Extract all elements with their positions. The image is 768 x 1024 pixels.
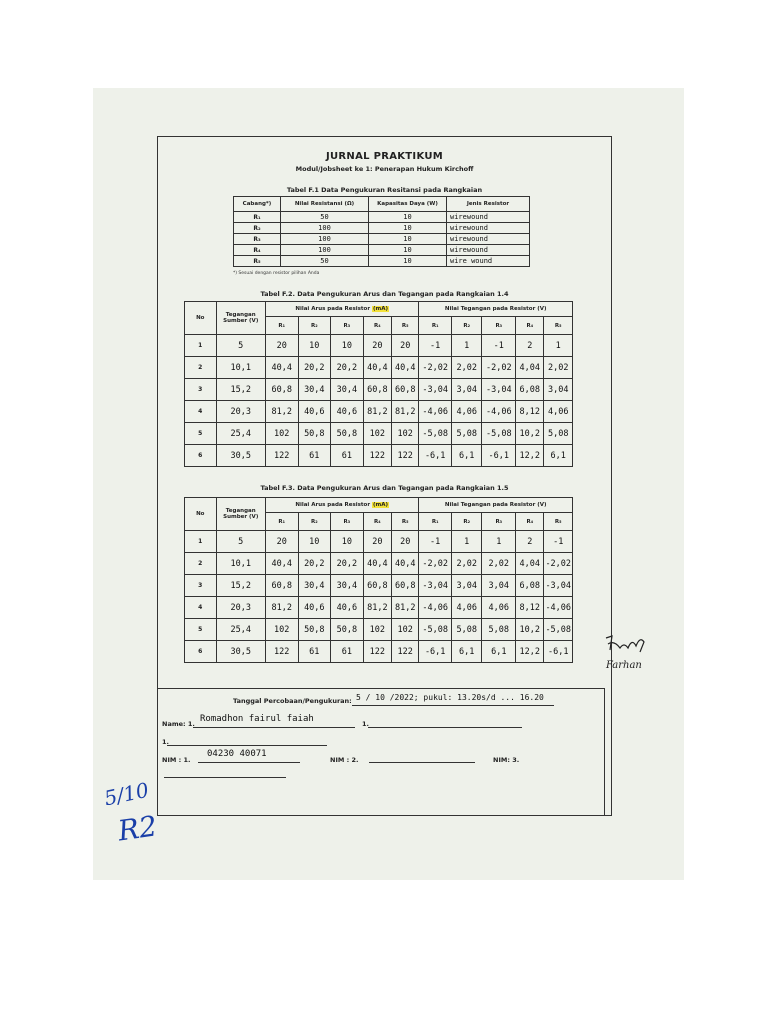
current-cell: 10 — [298, 531, 331, 553]
table-row — [234, 245, 530, 256]
table-row — [185, 423, 573, 445]
current-cell: 122 — [363, 445, 391, 467]
voltage-resistor-header: R₅ — [544, 513, 573, 531]
row-number: 2 — [185, 553, 217, 575]
resistance-cell: 100 — [281, 245, 369, 256]
voltage-resistor-header: R₄ — [516, 317, 544, 335]
name-line-2 — [368, 727, 522, 728]
voltage-cell: -2,02 — [419, 357, 452, 379]
header-voltage-group: Nilai Tegangan pada Resistor (V) — [419, 498, 573, 513]
voltage-cell: 1 — [544, 335, 573, 357]
voltage-cell: 2,02 — [451, 553, 481, 575]
table-row — [185, 575, 573, 597]
voltage-cell: 6,08 — [516, 379, 544, 401]
current-cell: 81,2 — [363, 401, 391, 423]
row-number: 5 — [185, 423, 217, 445]
voltage-cell: -2,02 — [544, 553, 573, 575]
voltage-resistor-header: R₂ — [451, 513, 481, 531]
current-cell: 20 — [363, 531, 391, 553]
voltage-cell: 1 — [482, 531, 516, 553]
source-voltage-cell: 25,4 — [216, 423, 265, 445]
voltage-cell: 6,1 — [482, 641, 516, 663]
current-cell: 20 — [363, 335, 391, 357]
current-cell: 81,2 — [392, 401, 419, 423]
current-resistor-header: R₁ — [265, 513, 298, 531]
voltage-cell: -1 — [544, 531, 573, 553]
table-row — [185, 445, 573, 467]
voltage-cell: 2 — [516, 335, 544, 357]
voltage-cell: 4,06 — [544, 401, 573, 423]
table-row — [185, 619, 573, 641]
current-cell: 20 — [265, 531, 298, 553]
name-label-3: 1. — [162, 738, 169, 746]
header-type: Jenis Resistor — [447, 197, 530, 212]
voltage-cell: 5,08 — [451, 423, 481, 445]
voltage-cell: -5,08 — [419, 619, 452, 641]
header-no: No — [185, 498, 217, 531]
current-cell: 40,6 — [331, 597, 364, 619]
voltage-cell: -2,02 — [482, 357, 516, 379]
current-resistor-header: R₁ — [265, 317, 298, 335]
current-cell: 50,8 — [331, 619, 364, 641]
header-cabang: Cabang*) — [234, 197, 281, 212]
current-cell: 40,4 — [392, 357, 419, 379]
voltage-resistor-header: R₃ — [482, 317, 516, 335]
voltage-cell: 5,08 — [482, 619, 516, 641]
table-row — [185, 335, 573, 357]
voltage-cell: -3,04 — [419, 379, 452, 401]
power-cell: 10 — [369, 223, 447, 234]
table1-note: *) Sesuai dengan resistor pilihan Anda — [233, 271, 320, 276]
cabang-cell: R₅ — [234, 256, 281, 267]
name-label-1: Name: 1. — [162, 720, 195, 728]
voltage-cell: 12,2 — [516, 641, 544, 663]
voltage-cell: -6,1 — [419, 445, 452, 467]
current-resistor-header: R₃ — [331, 513, 364, 531]
voltage-resistor-header: R₂ — [451, 317, 481, 335]
current-cell: 122 — [392, 641, 419, 663]
voltage-cell: -6,1 — [419, 641, 452, 663]
voltage-cell: -4,06 — [482, 401, 516, 423]
nim-label-1: NIM : 1. — [162, 756, 191, 764]
current-cell: 61 — [298, 641, 331, 663]
blue-initials-note: R2 — [115, 809, 160, 848]
voltage-cell: -4,06 — [419, 597, 452, 619]
voltage-cell: -2,02 — [419, 553, 452, 575]
current-group-label: Nilai Arus pada Resistor — [295, 306, 372, 312]
table1-caption: Tabel F.1 Data Pengukuran Resitansi pada Rangkaian — [286, 186, 483, 194]
voltage-cell: -4,06 — [419, 401, 452, 423]
voltage-cell: 8,12 — [516, 597, 544, 619]
current-cell: 40,6 — [298, 597, 331, 619]
row-number: 4 — [185, 597, 217, 619]
voltage-cell: 2,02 — [544, 357, 573, 379]
header-source-voltage: Tegangan Sumber (V) — [216, 498, 265, 531]
current-resistor-header: R₂ — [298, 317, 331, 335]
voltage-cell: -5,08 — [544, 619, 573, 641]
type-cell: wire wound — [447, 256, 530, 267]
type-cell: wirewound — [447, 212, 530, 223]
header-source-voltage: Tegangan Sumber (V) — [216, 302, 265, 335]
name-line-1 — [193, 727, 355, 728]
current-cell: 60,8 — [265, 379, 298, 401]
table-row — [185, 379, 573, 401]
resistance-cell: 50 — [281, 256, 369, 267]
table-row — [185, 553, 573, 575]
source-voltage-cell: 30,5 — [216, 641, 265, 663]
current-cell: 102 — [363, 619, 391, 641]
voltage-cell: -3,04 — [544, 575, 573, 597]
table-row — [185, 641, 573, 663]
row-number: 1 — [185, 335, 217, 357]
current-cell: 10 — [298, 335, 331, 357]
date-line — [352, 705, 554, 706]
voltage-cell: -3,04 — [482, 379, 516, 401]
resistance-cell: 100 — [281, 223, 369, 234]
header-resistance: Nilai Resistansi (Ω) — [281, 197, 369, 212]
voltage-resistor-header: R₃ — [482, 513, 516, 531]
current-cell: 102 — [265, 423, 298, 445]
source-voltage-cell: 20,3 — [216, 401, 265, 423]
cabang-cell: R₄ — [234, 245, 281, 256]
row-number: 3 — [185, 575, 217, 597]
voltage-resistor-header: R₁ — [419, 317, 452, 335]
header-no: No — [185, 302, 217, 335]
journal-title: JURNAL PRAKTIKUM — [325, 151, 443, 162]
current-cell: 122 — [392, 445, 419, 467]
current-cell: 102 — [363, 423, 391, 445]
current-cell: 60,8 — [392, 379, 419, 401]
source-voltage-cell: 30,5 — [216, 445, 265, 467]
voltage-cell: 4,06 — [451, 597, 481, 619]
cabang-cell: R₁ — [234, 212, 281, 223]
voltage-cell: 10,2 — [516, 619, 544, 641]
voltage-cell: -5,08 — [482, 423, 516, 445]
measurement-table-1-4 — [184, 301, 573, 467]
current-cell: 30,4 — [331, 379, 364, 401]
current-unit-highlight: (mA) — [372, 502, 388, 508]
voltage-cell: 1 — [451, 335, 481, 357]
current-cell: 81,2 — [265, 597, 298, 619]
voltage-cell: 8,12 — [516, 401, 544, 423]
power-cell: 10 — [369, 234, 447, 245]
row-number: 3 — [185, 379, 217, 401]
voltage-cell: 6,1 — [544, 445, 573, 467]
source-voltage-cell: 25,4 — [216, 619, 265, 641]
current-cell: 81,2 — [392, 597, 419, 619]
table-row — [234, 256, 530, 267]
current-cell: 50,8 — [298, 423, 331, 445]
voltage-cell: 5,08 — [544, 423, 573, 445]
current-cell: 50,8 — [298, 619, 331, 641]
table-row — [234, 212, 530, 223]
current-cell: 40,4 — [392, 553, 419, 575]
voltage-cell: 1 — [451, 531, 481, 553]
voltage-cell: 10,2 — [516, 423, 544, 445]
current-cell: 122 — [265, 641, 298, 663]
source-voltage-cell: 5 — [216, 335, 265, 357]
current-cell: 60,8 — [363, 575, 391, 597]
current-cell: 81,2 — [265, 401, 298, 423]
voltage-cell: -1 — [419, 335, 452, 357]
current-cell: 102 — [392, 619, 419, 641]
source-voltage-cell: 10,1 — [216, 357, 265, 379]
current-cell: 61 — [331, 445, 364, 467]
current-resistor-header: R₂ — [298, 513, 331, 531]
current-cell: 10 — [331, 335, 364, 357]
row-number: 5 — [185, 619, 217, 641]
journal-subtitle: Modul/Jobsheet ke 1: Penerapan Hukum Kirchoff — [295, 165, 474, 173]
type-cell: wirewound — [447, 223, 530, 234]
current-resistor-header: R₄ — [363, 317, 391, 335]
row-number: 6 — [185, 641, 217, 663]
voltage-cell: 6,08 — [516, 575, 544, 597]
blue-date-note: 5/10 — [101, 777, 151, 811]
resistance-cell: 50 — [281, 212, 369, 223]
current-cell: 20,2 — [331, 357, 364, 379]
cabang-cell: R₂ — [234, 223, 281, 234]
table-row — [185, 597, 573, 619]
voltage-resistor-header: R₅ — [544, 317, 573, 335]
current-cell: 30,4 — [298, 379, 331, 401]
voltage-cell: 12,2 — [516, 445, 544, 467]
nim-line-3 — [164, 777, 286, 778]
voltage-cell: 4,04 — [516, 553, 544, 575]
voltage-cell: -6,1 — [482, 445, 516, 467]
name-label-2: 1. — [362, 720, 369, 728]
current-cell: 60,8 — [392, 575, 419, 597]
current-cell: 10 — [331, 531, 364, 553]
voltage-cell: 4,06 — [482, 597, 516, 619]
source-voltage-cell: 5 — [216, 531, 265, 553]
nim-value-1: 04230 40071 — [207, 749, 267, 759]
voltage-cell: -1 — [419, 531, 452, 553]
voltage-cell: -3,04 — [419, 575, 452, 597]
voltage-cell: 4,04 — [516, 357, 544, 379]
resistance-cell: 100 — [281, 234, 369, 245]
current-cell: 50,8 — [331, 423, 364, 445]
signer-name: Farhan — [606, 660, 642, 671]
date-label: Tanggal Percobaan/Pengukuran: — [233, 697, 352, 705]
nim-label-2: NIM : 2. — [330, 756, 359, 764]
date-value: 5 / 10 /2022; pukul: 13.20s/d ... 16.20 — [356, 693, 544, 702]
table-row — [185, 357, 573, 379]
current-cell: 20 — [392, 531, 419, 553]
table2-caption: Tabel F.2. Data Pengukuran Arus dan Tegangan pada Rangkaian 1.4 — [260, 290, 509, 298]
current-unit-highlight: (mA) — [372, 306, 388, 312]
name-value-1: Romadhon fairul faiah — [200, 714, 314, 724]
nim-label-3: NIM: 3. — [493, 756, 520, 764]
voltage-resistor-header: R₄ — [516, 513, 544, 531]
current-cell: 102 — [392, 423, 419, 445]
source-voltage-cell: 15,2 — [216, 379, 265, 401]
voltage-cell: 2,02 — [451, 357, 481, 379]
header-voltage-group: Nilai Tegangan pada Resistor (V) — [419, 302, 573, 317]
row-number: 1 — [185, 531, 217, 553]
power-cell: 10 — [369, 212, 447, 223]
current-group-label: Nilai Arus pada Resistor — [295, 502, 372, 508]
voltage-resistor-header: R₁ — [419, 513, 452, 531]
voltage-cell: 3,04 — [451, 575, 481, 597]
cabang-cell: R₃ — [234, 234, 281, 245]
nim-line-1 — [198, 762, 300, 763]
current-cell: 30,4 — [298, 575, 331, 597]
current-cell: 60,8 — [363, 379, 391, 401]
source-voltage-cell: 20,3 — [216, 597, 265, 619]
current-resistor-header: R₄ — [363, 513, 391, 531]
type-cell: wirewound — [447, 234, 530, 245]
voltage-cell: 5,08 — [451, 619, 481, 641]
current-cell: 122 — [363, 641, 391, 663]
source-voltage-cell: 10,1 — [216, 553, 265, 575]
source-voltage-cell: 15,2 — [216, 575, 265, 597]
current-cell: 102 — [265, 619, 298, 641]
current-cell: 61 — [298, 445, 331, 467]
current-cell: 20 — [392, 335, 419, 357]
voltage-cell: -5,08 — [419, 423, 452, 445]
current-cell: 30,4 — [331, 575, 364, 597]
current-cell: 40,4 — [265, 357, 298, 379]
current-cell: 40,6 — [331, 401, 364, 423]
current-cell: 40,6 — [298, 401, 331, 423]
voltage-cell: 6,1 — [451, 445, 481, 467]
resistance-table — [233, 196, 530, 267]
voltage-cell: -1 — [482, 335, 516, 357]
power-cell: 10 — [369, 245, 447, 256]
voltage-cell: 3,04 — [451, 379, 481, 401]
current-cell: 20,2 — [331, 553, 364, 575]
current-cell: 81,2 — [363, 597, 391, 619]
voltage-cell: 4,06 — [451, 401, 481, 423]
current-cell: 20 — [265, 335, 298, 357]
current-cell: 60,8 — [265, 575, 298, 597]
power-cell: 10 — [369, 256, 447, 267]
row-number: 4 — [185, 401, 217, 423]
measurement-table-1-5 — [184, 497, 573, 663]
voltage-cell: -4,06 — [544, 597, 573, 619]
row-number: 6 — [185, 445, 217, 467]
current-cell: 20,2 — [298, 357, 331, 379]
nim-line-2 — [369, 762, 475, 763]
current-cell: 61 — [331, 641, 364, 663]
signature-mark — [600, 628, 650, 658]
voltage-cell: 2,02 — [482, 553, 516, 575]
voltage-cell: 3,04 — [544, 379, 573, 401]
voltage-cell: 3,04 — [482, 575, 516, 597]
type-cell: wirewound — [447, 245, 530, 256]
voltage-cell: -6,1 — [544, 641, 573, 663]
current-resistor-header: R₅ — [392, 513, 419, 531]
header-current-group — [265, 498, 418, 513]
current-cell: 40,4 — [265, 553, 298, 575]
voltage-cell: 6,1 — [451, 641, 481, 663]
current-cell: 40,4 — [363, 357, 391, 379]
table-row — [234, 234, 530, 245]
current-resistor-header: R₃ — [331, 317, 364, 335]
current-cell: 20,2 — [298, 553, 331, 575]
header-current-group — [265, 302, 418, 317]
name-line-3 — [167, 745, 327, 746]
current-cell: 40,4 — [363, 553, 391, 575]
table3-caption: Tabel F.3. Data Pengukuran Arus dan Tegangan pada Rangkaian 1.5 — [260, 484, 509, 492]
table-row — [234, 223, 530, 234]
current-resistor-header: R₅ — [392, 317, 419, 335]
voltage-cell: 2 — [516, 531, 544, 553]
table-row — [185, 531, 573, 553]
row-number: 2 — [185, 357, 217, 379]
current-cell: 122 — [265, 445, 298, 467]
header-power: Kapasitas Daya (W) — [369, 197, 447, 212]
table-row — [185, 401, 573, 423]
